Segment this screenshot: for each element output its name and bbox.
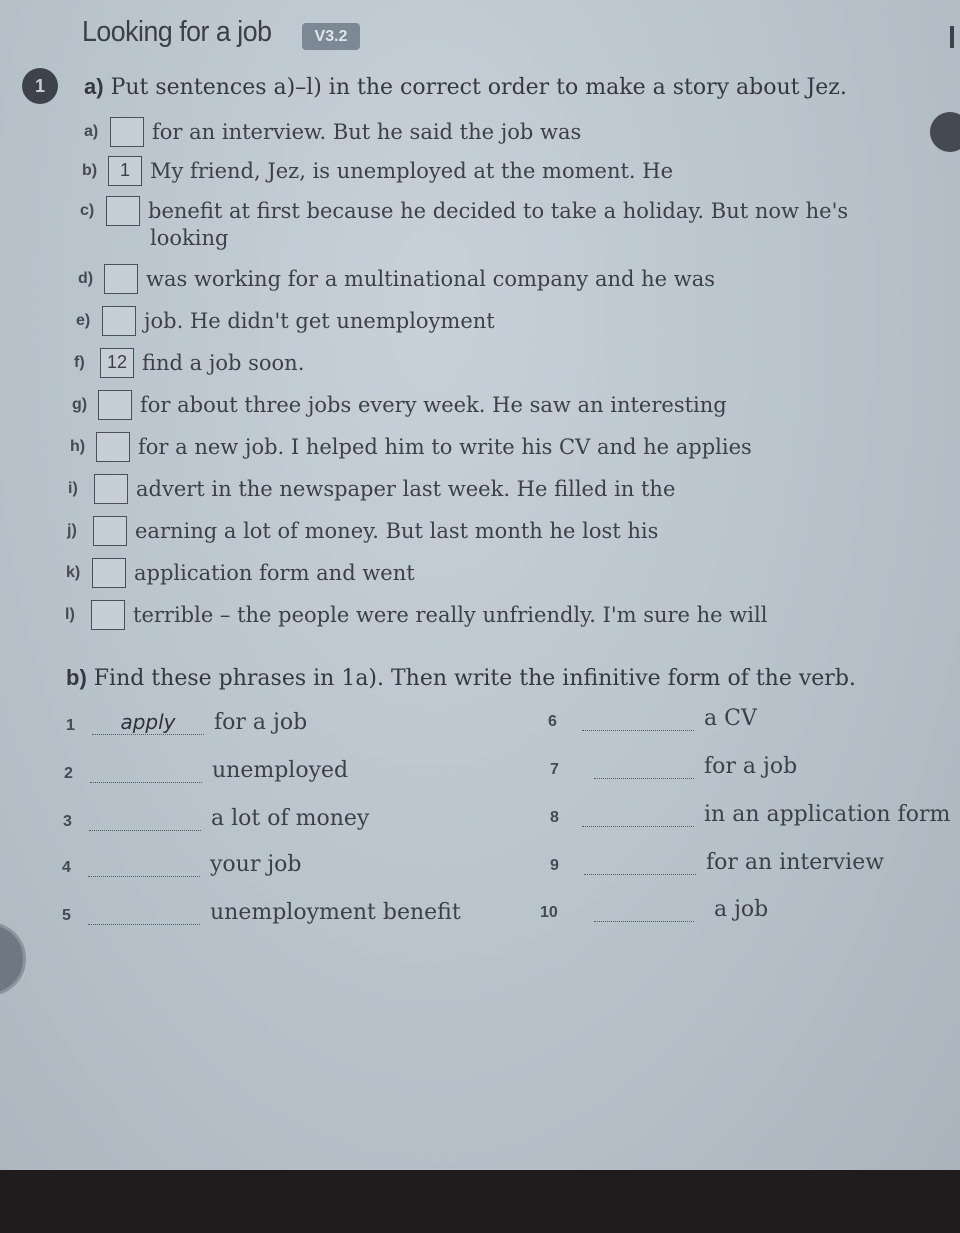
sentence-row-k [66,558,415,588]
exercise-number-badge: 1 [22,68,58,104]
sentence-text: for about three jobs every week. He saw an interesting [140,393,727,417]
phrase-row-2 [64,758,348,788]
sentence-letter: k) [66,564,81,581]
answer-blank[interactable] [88,852,200,877]
part-b-label: b) [66,665,87,690]
sentence-text: find a job soon. [142,351,305,375]
order-box[interactable] [93,516,127,546]
phrase-row-3 [63,806,369,836]
sentence-row-b [82,156,673,186]
margin-mark [950,26,954,48]
phrase-row-4 [62,852,302,882]
margin-circle-decoration [930,112,960,152]
sentence-letter: d) [78,270,94,287]
order-box[interactable] [102,306,136,336]
phrase-number: 10 [540,904,558,921]
answer-blank[interactable] [594,897,694,922]
answer-blank[interactable] [88,900,200,925]
phrase-row-10 [540,897,768,927]
sentence-row-a [84,117,581,147]
phrase-text: a CV [704,706,757,731]
sentence-text: earning a lot of money. But last month he lost his [135,519,659,543]
sentence-letter: g) [72,396,88,413]
phrase-text: unemployment benefit [210,900,461,925]
page-title: Looking for a job [82,16,272,48]
sentence-text: application form and went [134,561,415,585]
order-box[interactable] [91,600,125,630]
part-b-instruction-text: Find these phrases in 1a). Then write the infinitive form of the verb. [93,666,856,691]
phrase-number: 8 [550,809,559,826]
phrase-row-6 [548,706,757,736]
phrase-text: your job [210,852,302,877]
sentence-letter: l) [65,606,75,623]
sentence-row-d [78,264,715,294]
sentence-letter: b) [82,162,98,179]
sentence-text: My friend, Jez, is unemployed at the moment. He [150,159,674,183]
sentence-letter: j) [67,522,77,539]
phrase-text: a job [714,897,769,922]
order-box[interactable]: 12 [100,348,134,378]
phrase-number: 7 [550,761,559,778]
phrase-row-9 [550,850,884,880]
phrase-row-5 [62,900,461,930]
phrase-number: 4 [62,859,71,876]
answer-blank[interactable] [584,850,696,875]
sentence-text: job. He didn't get unemployment [144,309,495,333]
sentence-letter: a) [84,123,99,140]
answer-blank[interactable]: apply [92,710,204,735]
part-a-instruction [84,74,847,100]
unit-badge: V3.2 [302,23,360,50]
phrase-text: for a job [214,710,308,735]
sentence-text: for an interview. But he said the job was [152,120,582,144]
sentence-text: terrible – the people were really unfriendly. I'm sure he will [133,603,768,627]
desk-surface [0,1170,960,1233]
phrase-number: 2 [64,765,73,782]
sentence-letter: h) [70,438,86,455]
phrase-text: in an application form [704,802,951,827]
answer-blank[interactable] [90,758,202,783]
phrase-number: 3 [63,813,72,830]
part-a-instruction-text: Put sentences a)–l) in the correct order to make a story about Jez. [110,75,847,100]
phrase-number: 1 [66,717,75,734]
phrase-text: for a job [704,754,798,779]
sentence-row-h [70,432,752,462]
sentence-letter: e) [76,312,91,329]
sentence-letter: f) [74,354,85,371]
answer-blank[interactable] [89,806,201,831]
sentence-row-j [67,516,658,546]
margin-circle-decoration [0,922,26,996]
sentence-row-c [80,196,849,250]
sentence-text: advert in the newspaper last week. He filled in the [136,477,676,501]
phrase-row-1 [66,710,307,740]
order-box[interactable] [92,558,126,588]
phrase-number: 6 [548,713,557,730]
answer-blank[interactable] [582,706,694,731]
order-box[interactable] [106,196,140,226]
phrase-text: unemployed [212,758,349,783]
order-box[interactable] [96,432,130,462]
phrase-text: a lot of money [211,806,370,831]
order-box[interactable]: 1 [108,156,142,186]
sentence-row-i [68,474,675,504]
order-box[interactable] [104,264,138,294]
phrase-text: for an interview [706,850,885,875]
sentence-row-e [76,306,495,336]
phrase-number: 9 [550,857,559,874]
sentence-row-g [72,390,727,420]
sentence-letter: c) [80,202,95,219]
sentence-row-l [65,600,767,630]
sentence-text: was working for a multinational company and he was [146,267,716,291]
phrase-number: 5 [62,907,71,924]
sentence-row-f [74,348,304,378]
sentence-text: benefit at first because he decided to take a holiday. But now he's [148,199,849,223]
phrase-row-8 [550,802,950,832]
sentence-text: for a new job. I helped him to write his CV and he applies [138,435,752,459]
part-a-label: a) [84,74,104,99]
sentence-text-continued: looking [150,226,229,250]
order-box[interactable] [98,390,132,420]
order-box[interactable] [110,117,144,147]
answer-blank[interactable] [594,754,694,779]
order-box[interactable] [94,474,128,504]
part-b-instruction [66,665,856,691]
phrase-row-7 [550,754,797,784]
answer-blank[interactable] [582,802,694,827]
sentence-letter: i) [68,480,78,497]
